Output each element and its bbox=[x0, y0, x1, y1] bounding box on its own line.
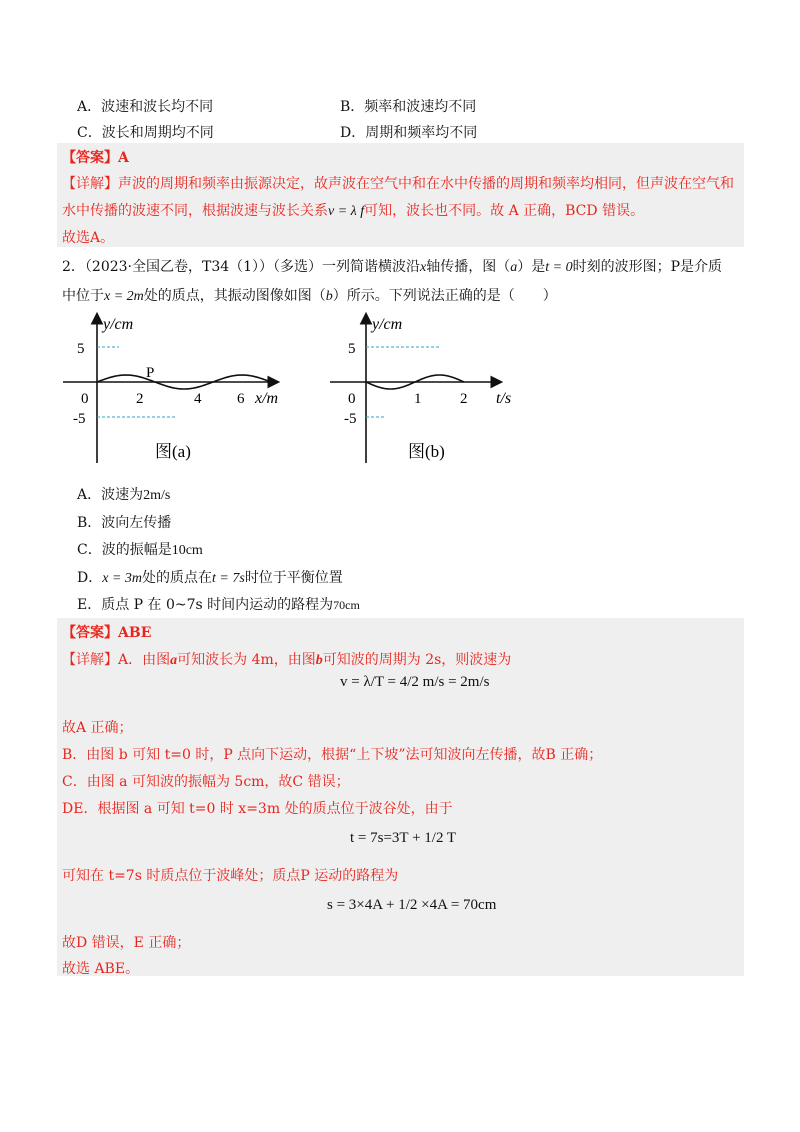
fig-a-point-p: P bbox=[146, 365, 155, 381]
figure-a bbox=[55, 305, 315, 470]
fig-a-ylabel: y/cm bbox=[103, 316, 134, 333]
formula-path: s = 3×4A + 1/2 ×4A = 70cm bbox=[327, 897, 497, 913]
stem-var: t = 0 bbox=[545, 260, 573, 275]
q2-option-d bbox=[77, 567, 343, 587]
answer-1-detail-line2 bbox=[62, 200, 644, 220]
answer-2-detail-7: 故D 错误，E 正确； bbox=[62, 935, 191, 951]
stem-text: ）是 bbox=[517, 259, 546, 275]
fig-a-y-pos: 5 bbox=[77, 341, 85, 357]
answer-box-1 bbox=[57, 143, 744, 247]
q1-option-c: C．波长和周期均不同 bbox=[77, 125, 214, 141]
option-text: E．质点 P 在 0~7s 时间内运动的路程为 bbox=[77, 597, 334, 613]
fig-a-origin: 0 bbox=[81, 391, 89, 407]
fig-a-tick-2: 2 bbox=[136, 391, 144, 407]
answer-2-detail-4: C．由图 a 可知波的振幅为 5cm，故C 错误； bbox=[62, 774, 350, 790]
detail-var: b bbox=[315, 653, 323, 668]
q2-option-e bbox=[77, 594, 360, 614]
q1-option-b: B．频率和波速均不同 bbox=[340, 99, 477, 115]
stem-var: b bbox=[325, 289, 333, 304]
q2-option-a bbox=[77, 484, 170, 504]
fig-b-y-pos: 5 bbox=[348, 341, 356, 357]
option-text: 时位于平衡位置 bbox=[244, 570, 343, 586]
fig-a-tick-6: 6 bbox=[237, 391, 245, 407]
fig-a-caption: 图(a) bbox=[155, 442, 191, 461]
fig-b-ylabel: y/cm bbox=[372, 316, 403, 333]
detail-text: 可知，波长也不同。故 A 正确，BCD 错误。 bbox=[364, 203, 645, 219]
detail-text: 水中传播的波速不同，根据波速与波长关系 bbox=[62, 203, 328, 219]
q1-option-a: A．波速和波长均不同 bbox=[77, 99, 214, 115]
stem-text: 中位于 bbox=[62, 288, 104, 304]
answer-2-detail-3: B．由图 b 可知 t=0 时，P 点向下运动，根据“上下坡”法可知波向左传播，故B 正确； bbox=[62, 747, 603, 763]
stem-text: 轴传播，图（ bbox=[426, 259, 511, 275]
stem-text: 时刻的波形图；P是介质 bbox=[572, 259, 723, 275]
option-text: D． bbox=[77, 570, 103, 586]
option-var: t = 7s bbox=[212, 571, 245, 586]
answer-2-detail-5: DE．根据图 a 可知 t=0 时 x=3m 处的质点位于波谷处，由于 bbox=[62, 801, 453, 817]
answer-2-detail-2: 故A 正确； bbox=[62, 720, 133, 736]
option-value: 2m/s bbox=[143, 488, 171, 503]
answer-2-label: 【答案】ABE bbox=[62, 625, 152, 641]
answer-1-detail-line1: 【详解】声波的周期和频率由振源决定，故声波在空气中和在水中传播的周期和频率均相同，但声波在空气和 bbox=[62, 176, 734, 192]
q2-option-c bbox=[77, 539, 203, 559]
detail-text: 【详解】A．由图 bbox=[62, 652, 171, 668]
answer-2-detail-1 bbox=[62, 649, 511, 669]
stem-text: 处的质点，其振动图像如图（ bbox=[143, 288, 326, 304]
detail-var: a bbox=[170, 653, 178, 668]
option-text: C．波的振幅是 bbox=[77, 542, 172, 558]
wave-formula: v = λ f bbox=[328, 204, 365, 219]
fig-b-tick-2: 2 bbox=[460, 391, 468, 407]
fig-a-xlabel: x/m bbox=[255, 390, 279, 407]
figure-b bbox=[328, 305, 528, 470]
formula-velocity: v = λ/T = 4/2 m/s = 2m/s bbox=[340, 674, 490, 690]
fig-b-tick-1: 1 bbox=[414, 391, 422, 407]
answer-1-conclusion: 故选A。 bbox=[62, 230, 115, 246]
fig-a-y-neg: -5 bbox=[73, 411, 86, 427]
option-value: 70cm bbox=[333, 598, 360, 612]
fig-b-y-neg: -5 bbox=[344, 411, 357, 427]
fig-b-caption: 图(b) bbox=[408, 442, 445, 461]
option-text: A．波速为 bbox=[77, 487, 144, 503]
option-var: x = 3m bbox=[102, 571, 143, 586]
formula-time: t = 7s=3T + 1/2 T bbox=[350, 830, 457, 846]
detail-text: 可知波长为 4m，由图 bbox=[177, 652, 316, 668]
fig-b-origin: 0 bbox=[348, 391, 356, 407]
answer-2-conclusion: 故选 ABE。 bbox=[62, 961, 140, 977]
q1-option-d: D．周期和频率均不同 bbox=[340, 125, 478, 141]
option-text: 处的质点在 bbox=[142, 570, 213, 586]
q2-option-b: B．波向左传播 bbox=[77, 515, 172, 531]
answer-2-detail-6: 可知在 t=7s 时质点位于波峰处；质点P 运动的路程为 bbox=[62, 868, 399, 884]
answer-box-2 bbox=[57, 618, 744, 976]
answer-1-label: 【答案】A bbox=[62, 150, 129, 166]
q2-stem-line1 bbox=[62, 256, 722, 276]
fig-b-xlabel: t/s bbox=[496, 390, 512, 407]
stem-text: 2．（2023·全国乙卷，T34（1））（多选）一列简谐横波沿 bbox=[62, 259, 421, 275]
fig-a-tick-4: 4 bbox=[194, 391, 202, 407]
q2-stem-line2 bbox=[62, 285, 557, 305]
stem-var: a bbox=[510, 260, 518, 275]
option-value: 10cm bbox=[171, 543, 203, 558]
stem-text: ）所示。下列说法正确的是（ ） bbox=[332, 288, 557, 304]
detail-text: 可知波的周期为 2s，则波速为 bbox=[322, 652, 512, 668]
stem-var: x = 2m bbox=[104, 289, 144, 304]
stem-var: x bbox=[420, 260, 427, 275]
